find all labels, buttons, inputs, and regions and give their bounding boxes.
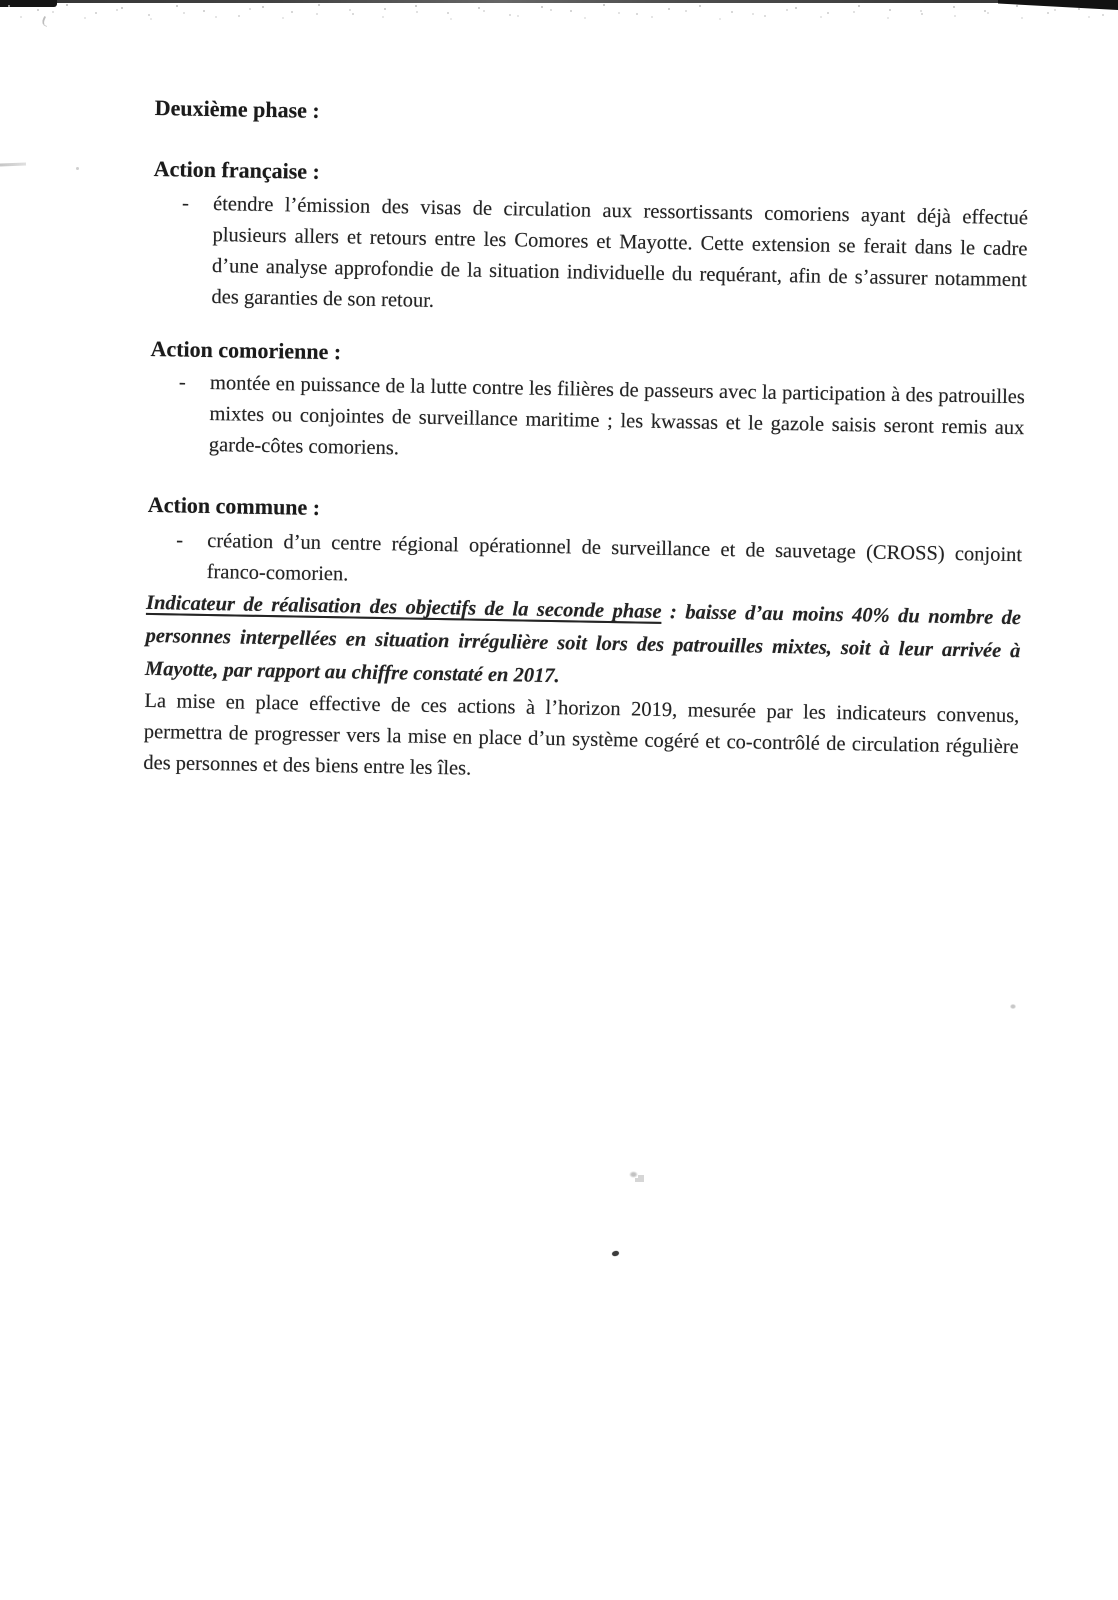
section-heading: Action commune : <box>147 491 321 520</box>
closing-paragraph: La mise en place effective de ces actions à l’horizon 2019, mesurée par les indicateurs convenus, permettra de progresser vers la mise en place d’un système cogéré et co-contrôlé de circulation régulière des personnes et des biens entre les îles. <box>143 689 1020 780</box>
indicator-paragraph <box>145 587 1022 701</box>
scanner-band-chunk-right <box>998 0 1118 10</box>
section-heading: Action comorienne : <box>150 335 342 365</box>
scan-artifact-ink-dot <box>611 1250 619 1257</box>
section-action-commune <box>146 492 1023 602</box>
indicator-rest: : baisse d’au moins 40% du nombre de personnes interpellées en situation irrégulière soit lors des patrouilles mixtes, soit à leur arrivée à Mayotte, par rapport au chiffre constaté en 2017. <box>144 600 1022 688</box>
bullet-item <box>151 188 1028 327</box>
bullet-text: étendre l’émission des visas de circulation aux ressortissants comoriens ayant déjà effectué plusieurs allers et retours entre les Comores et Mayotte. Cette extension se ferait dans le cadre d’une analyse approfondie de la situation individuelle du requérant, afin de s’assurer notamment des garanties de son retour. <box>211 193 1029 312</box>
scanner-band-chunk-left <box>0 0 57 7</box>
bullet-dash: - <box>176 529 184 552</box>
scan-artifact-smudge-lower <box>629 1171 638 1178</box>
bullet-dash: - <box>178 371 187 394</box>
scan-noise-specks-light <box>0 0 2 2</box>
section-heading: Action française : <box>153 155 321 184</box>
scanner-edge-band <box>0 0 1118 3</box>
scan-artifact-curl <box>40 16 50 27</box>
phase-title: Deuxième phase : <box>154 95 320 123</box>
scan-artifact-smudge-upper <box>1010 1004 1016 1009</box>
document-content <box>143 95 1030 794</box>
scan-artifact-margin-dash <box>0 163 26 167</box>
bullet-text: montée en puissance de la lutte contre les filières de passeurs avec la participation à des patrouilles mixtes ou conjointes de surveillance maritime ; les kwassas et le gazole saisis seront remis aux garde-côtes comoriens. <box>208 372 1026 460</box>
indicator-lead-underlined: Indicateur de réalisation des objectifs de la seconde phase <box>145 591 662 623</box>
bullet-item <box>149 367 1025 475</box>
section-action-francaise <box>151 156 1029 327</box>
bullet-dash: - <box>181 192 190 215</box>
section-action-comorienne <box>149 336 1026 475</box>
bullet-text: création d’un centre régional opérationnel de surveillance et de sauvetage (CROSS) conjoint franco-comorien. <box>206 529 1023 586</box>
scan-artifact-margin-dot <box>76 167 79 170</box>
